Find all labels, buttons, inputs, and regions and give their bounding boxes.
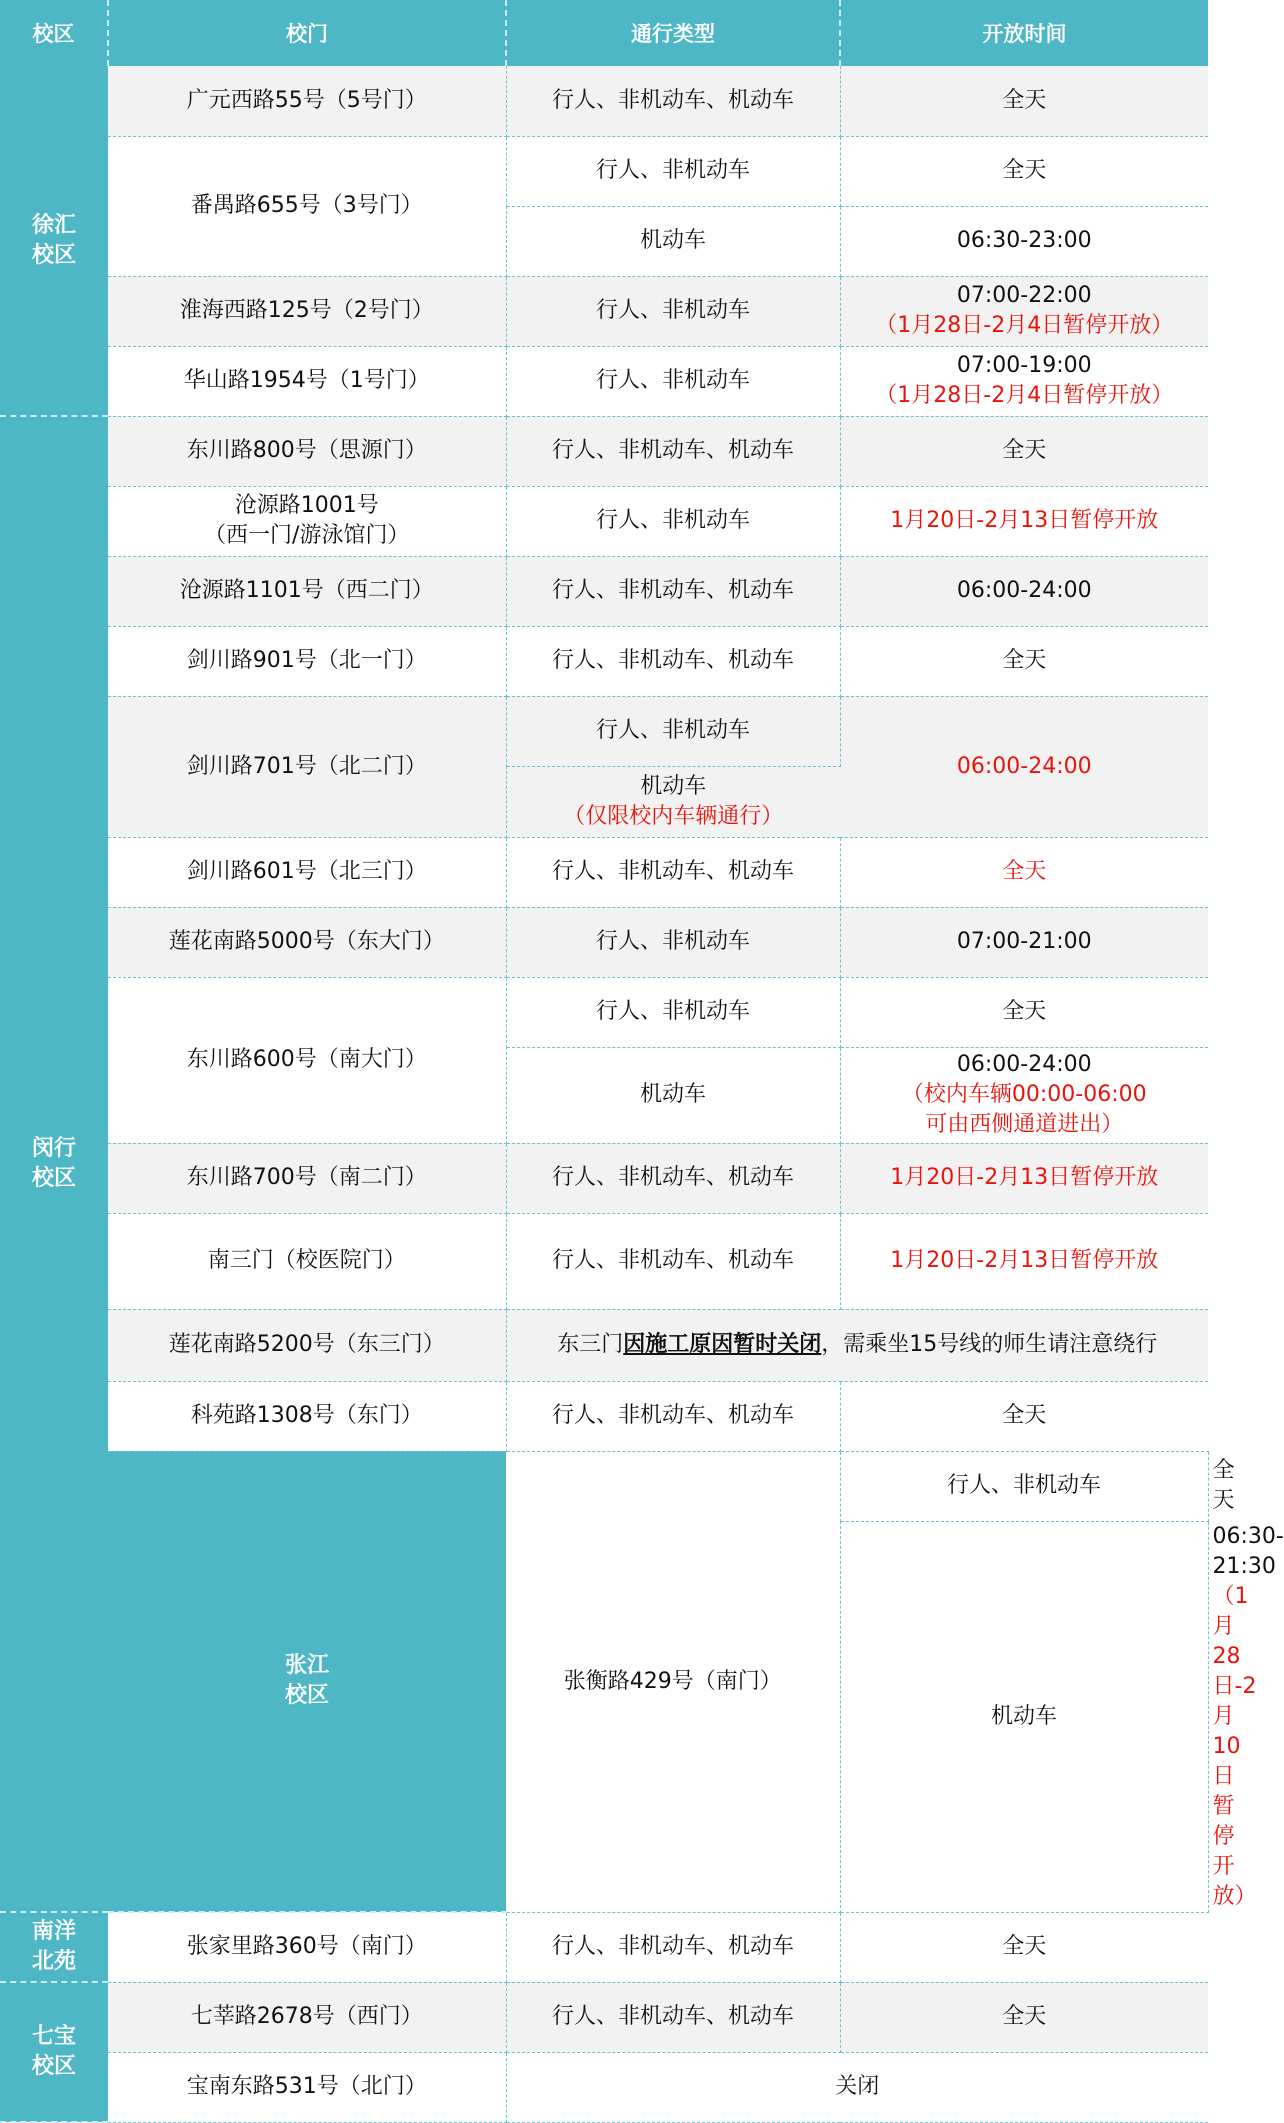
type-cell: 行人、非机动车 [506, 907, 840, 977]
gate-cell: 华山路1954号（1号门） [108, 346, 506, 416]
hours-cell: 全天 [840, 626, 1208, 696]
gate-cell: 莲花南路5000号（东大门） [108, 907, 506, 977]
gate-cell: 淮海西路125号（2号门） [108, 276, 506, 346]
table-row [0, 696, 1208, 766]
closure-note: （校内车辆00:00-06:00 [901, 1082, 1147, 1107]
hours-cell: 07:00-19:00 （1月28日-2月4日暂停开放） [840, 346, 1208, 416]
header-campus: 校区 [0, 0, 108, 66]
gate-cell: 宝南东路531号（北门） [108, 2052, 506, 2122]
type-cell: 行人、非机动车、机动车 [506, 416, 840, 486]
gate-cell: 剑川路701号（北二门） [108, 696, 506, 837]
type-cell: 行人、非机动车、机动车 [506, 556, 840, 626]
table-row [0, 1309, 1208, 1381]
gate-cell: 南三门（校医院门） [108, 1213, 506, 1309]
type-cell: 机动车 （仅限校内车辆通行） [506, 766, 840, 837]
campus-xuhui: 徐汇 校区 [0, 66, 108, 416]
table-row [0, 136, 1208, 206]
hours-cell: 全天 [840, 1982, 1208, 2052]
campus-minhang: 闵行 校区 [0, 416, 108, 1912]
table-row [0, 1143, 1208, 1213]
type-cell: 行人、非机动车、机动车 [506, 1381, 840, 1451]
closure-note: （1月28日-2月4日暂停开放） [875, 313, 1174, 338]
type-cell: 行人、非机动车、机动车 [506, 626, 840, 696]
gate-cell: 沧源路1101号（西二门） [108, 556, 506, 626]
gate-cell: 张衡路429号（南门） [506, 1451, 840, 1912]
type-cell: 机动车 [840, 1521, 1208, 1912]
type-cell: 机动车 [506, 206, 840, 276]
type-cell: 行人、非机动车、机动车 [506, 66, 840, 136]
hours-cell: 06:00-24:00 （校内车辆00:00-06:00 可由西侧通道进出） [840, 1047, 1208, 1143]
hours-cell: 关闭 [506, 2052, 1208, 2122]
table-header [0, 0, 1208, 66]
campus-zhangjiang: 张江 校区 [108, 1451, 506, 1912]
hours-cell: 全天 [840, 136, 1208, 206]
table-row [0, 2052, 1208, 2122]
table-row [0, 907, 1208, 977]
table-row: 张江 校区 张衡路429号（南门） 行人、非机动车 全天 [0, 1451, 1208, 1521]
table-row [0, 977, 1208, 1047]
hours-cell: 06:30-23:00 [840, 206, 1208, 276]
campus-qibao: 七宝 校区 [0, 1982, 108, 2122]
hours-cell: 全天 [840, 977, 1208, 1047]
gate-cell: 剑川路901号（北一门） [108, 626, 506, 696]
header-gate: 校门 [108, 0, 506, 66]
hours-cell: 1月20日-2月13日暂停开放 [840, 1143, 1208, 1213]
gate-cell: 东川路700号（南二门） [108, 1143, 506, 1213]
gate-cell: 广元西路55号（5号门） [108, 66, 506, 136]
type-cell: 机动车 [506, 1047, 840, 1143]
table-row [0, 66, 1208, 136]
type-cell: 行人、非机动车、机动车 [506, 1982, 840, 2052]
closure-note: （1月28日-2月4日暂停开放） [875, 383, 1174, 408]
hours-cell: 06:00-24:00 [840, 556, 1208, 626]
hours-cell: 全天 [840, 1912, 1208, 1982]
gate-cell: 科苑路1308号（东门） [108, 1381, 506, 1451]
gate-cell: 剑川路601号（北三门） [108, 837, 506, 907]
gate-cell: 番禺路655号（3号门） [108, 136, 506, 276]
table-row [0, 1982, 1208, 2052]
restriction-note: （仅限校内车辆通行） [563, 803, 784, 829]
type-cell: 行人、非机动车、机动车 [506, 837, 840, 907]
hours-cell: 07:00-22:00 （1月28日-2月4日暂停开放） [840, 276, 1208, 346]
gate-cell: 七莘路2678号（西门） [108, 1982, 506, 2052]
gate-cell: 沧源路1001号 （西一门/游泳馆门） [108, 486, 506, 556]
hours-cell: 06:00-24:00 [840, 696, 1208, 837]
type-cell: 行人、非机动车 [506, 486, 840, 556]
type-cell: 行人、非机动车 [506, 346, 840, 416]
hours-cell: 07:00-21:00 [840, 907, 1208, 977]
type-cell: 行人、非机动车、机动车 [506, 1912, 840, 1982]
type-cell: 行人、非机动车 [506, 276, 840, 346]
table-row [0, 416, 1208, 486]
table-row [0, 1213, 1208, 1309]
hours-cell: 全天 [840, 837, 1208, 907]
table-row [0, 346, 1208, 416]
hours-cell: 全天 [840, 66, 1208, 136]
type-cell: 行人、非机动车、机动车 [506, 1143, 840, 1213]
campus-nanyang: 南洋 北苑 [0, 1912, 108, 1982]
hours-cell: 全天 [840, 1381, 1208, 1451]
type-cell: 行人、非机动车 [506, 977, 840, 1047]
table-row [0, 626, 1208, 696]
table-row [0, 1912, 1208, 1982]
type-cell: 行人、非机动车、机动车 [506, 1213, 840, 1309]
hours-cell: 全天 [840, 416, 1208, 486]
closure-notice: 东三门因施工原因暂时关闭，需乘坐15号线的师生请注意绕行 [506, 1309, 1208, 1381]
closure-note: 可由西侧通道进出） [925, 1112, 1124, 1137]
type-cell: 行人、非机动车 [840, 1451, 1208, 1521]
header-hours: 开放时间 [840, 0, 1208, 66]
hours-cell: 1月20日-2月13日暂停开放 [840, 486, 1208, 556]
type-cell: 行人、非机动车 [506, 136, 840, 206]
table-row [0, 1381, 1208, 1451]
type-cell: 行人、非机动车 [506, 696, 840, 766]
header-type: 通行类型 [506, 0, 840, 66]
table-row [0, 837, 1208, 907]
table-row [0, 276, 1208, 346]
table-row: 机动车 06:30-21:30 （1月28日-2月10日暂停开放） [0, 1521, 1208, 1912]
table-row [0, 556, 1208, 626]
gate-cell: 东川路800号（思源门） [108, 416, 506, 486]
hours-cell: 1月20日-2月13日暂停开放 [840, 1213, 1208, 1309]
gate-cell: 东川路600号（南大门） [108, 977, 506, 1143]
gate-cell: 莲花南路5200号（东三门） [108, 1309, 506, 1381]
gate-cell: 张家里路360号（南门） [108, 1912, 506, 1982]
table-row [0, 486, 1208, 556]
